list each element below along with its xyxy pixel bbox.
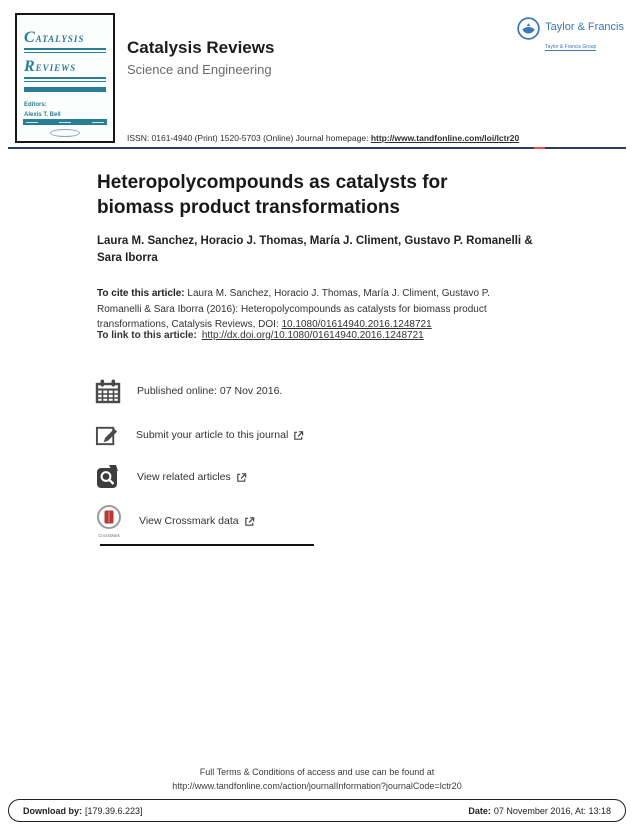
article-doi-link[interactable]: http://dx.doi.org/10.1080/01614940.2016.1248721 xyxy=(201,330,424,341)
crossmark-caption: CrossMark xyxy=(98,533,120,538)
section-divider xyxy=(100,544,314,546)
published-online-label: Published online: 07 Nov 2016. xyxy=(137,385,283,397)
header-divider-red-tick xyxy=(534,147,545,149)
taylor-francis-globe-icon xyxy=(517,17,540,45)
terms-line1: Full Terms & Conditions of access and use can be found at xyxy=(199,767,435,777)
article-title: Heteropolycompounds as catalysts for biomass product transformations xyxy=(97,172,448,219)
cite-doi-link[interactable]: 10.1080/01614940.2016.1248721 xyxy=(281,319,432,330)
link-block xyxy=(97,330,424,341)
crossmark-icon xyxy=(95,504,123,538)
download-label: Download by: xyxy=(23,805,82,816)
cover-title-line2: REVIEWS xyxy=(24,58,106,79)
view-related-label[interactable]: View related articles xyxy=(137,471,231,483)
action-links xyxy=(95,376,304,550)
cover-editor-1: Alexis T. Bell xyxy=(24,111,61,118)
published-online-row xyxy=(95,376,304,406)
issn-text: ISSN: 0161-4940 (Print) 1520-5703 (Online) Journal homepage: xyxy=(127,133,371,143)
download-date xyxy=(468,806,611,816)
terms-line2[interactable]: http://www.tandfonline.com/action/journalInformation?journalCode=lctr20 xyxy=(172,780,462,791)
download-info-bar xyxy=(8,799,626,822)
cover-publisher-mark xyxy=(50,129,80,137)
cover-editors-label: Editors: xyxy=(24,102,47,108)
journal-title: Catalysis Reviews xyxy=(127,38,275,57)
submit-article-label[interactable]: Submit your article to this journal xyxy=(136,429,289,441)
publisher-name: Taylor & Francis xyxy=(545,21,624,33)
external-link-icon xyxy=(236,472,247,483)
article-authors: Laura M. Sanchez, Horacio J. Thomas, María J. Climent, Gustavo P. Romanelli & Sara Iborra xyxy=(97,235,533,265)
cover-title-line1: CATALYSIS xyxy=(24,29,106,50)
submit-article-row[interactable] xyxy=(95,420,304,450)
cite-body: Laura M. Sanchez, Horacio J. Thomas, María J. Climent, Gustavo P. Romanelli & Sara Iborra (2016): Heteropolycompounds as catalysts for biomass product transformations, Catalysis Reviews, DOI: xyxy=(97,288,490,330)
terms-footer xyxy=(0,766,634,794)
journal-subtitle: Science and Engineering xyxy=(127,62,272,77)
cover-rule xyxy=(24,52,106,53)
journal-homepage-link[interactable]: http://www.tandfonline.com/loi/lctr20 xyxy=(370,133,520,143)
download-ip: [179.39.6.223] xyxy=(85,805,143,816)
download-by xyxy=(23,806,143,816)
link-label: To link to this article: xyxy=(97,330,197,341)
view-crossmark-row[interactable] xyxy=(95,506,304,536)
cover-subtitle-band xyxy=(24,87,106,92)
date-label: Date: xyxy=(468,805,491,816)
cite-block xyxy=(97,286,531,333)
journal-cover-thumbnail xyxy=(15,13,115,143)
publisher-logo xyxy=(517,17,624,53)
external-link-icon xyxy=(293,430,304,441)
issn-line xyxy=(127,133,519,143)
cover-editors xyxy=(24,101,106,130)
cover-rule xyxy=(24,81,106,82)
publisher-group: Taylor & Francis Group xyxy=(545,44,597,50)
view-crossmark-label[interactable]: View Crossmark data xyxy=(139,515,239,527)
view-related-row[interactable] xyxy=(95,462,304,492)
calendar-icon xyxy=(95,378,121,405)
submit-pencil-icon xyxy=(95,423,120,448)
related-articles-icon xyxy=(95,464,121,490)
date-value: 07 November 2016, At: 13:18 xyxy=(493,805,611,816)
external-link-icon xyxy=(244,516,255,527)
cover-volume-bar xyxy=(23,119,107,125)
cite-label: To cite this article: xyxy=(97,288,185,299)
